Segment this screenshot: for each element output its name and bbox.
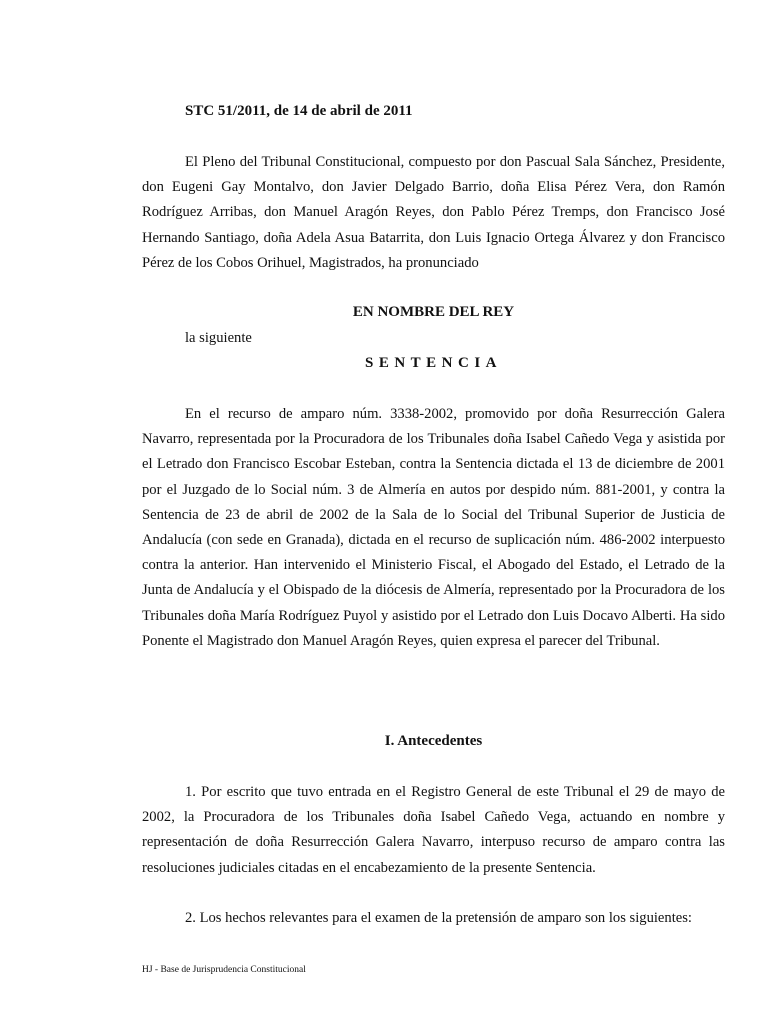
paragraph-1: 1. Por escrito que tuvo entrada en el Registro General de este Tribunal el 29 de mayo de 2002, la Procuradora de los Tribunales doña Isabel Cañedo Vega, actuando en nombre y representación de doña Resurrección Galera Navarro, interpuso recurso de amparo contra las resoluciones judiciales citadas en el encabezamiento de la presente Sentencia. bbox=[142, 784, 725, 876]
following-label: la siguiente bbox=[185, 330, 252, 346]
king-heading: EN NOMBRE DEL REY bbox=[352, 304, 515, 320]
footer-text: HJ - Base de Jurisprudencia Constitucional bbox=[142, 965, 306, 975]
main-paragraph: En el recurso de amparo núm. 3338-2002, promovido por doña Resurrección Galera Navarro, representada por la Procuradora de los Tribunales doña Isabel Cañedo Vega y asistida por el Letrado don Francisco Escobar Esteban, contra la Sentencia dictada el 13 de diciembre de 2001 por el Juzgado de lo Social núm. 3 de Almería en autos por despido núm. 881-2001, y contra la Sentencia de 23 de abril de 2002 de la Sala de lo Social del Tribunal Superior de Justicia de Andalucía (con sede en Granada), dictada en el recurso de suplicación núm. 486-2002 interpuesto contra la anterior. Han intervenido el Ministerio Fiscal, el Abogado del Estado, el Letrado de la Junta de Andalucía y el Obispado de la diócesis de Almería, representado por la Procuradora de los Tribunales doña María Rodríguez Puyol y asistido por el Letrado don Luis Docavo Alberti. Ha sido Ponente el Magistrado don Manuel Aragón Reyes, quien expresa el parecer del Tribunal. bbox=[142, 406, 725, 649]
document-heading: STC 51/2011, de 14 de abril de 2011 bbox=[185, 103, 413, 119]
section-heading: I. Antecedentes bbox=[384, 733, 483, 749]
sentence-heading: SENTENCIA bbox=[364, 355, 503, 371]
paragraph-2: 2. Los hechos relevantes para el examen de la pretensión de amparo son los siguientes: bbox=[185, 910, 692, 926]
intro-paragraph: El Pleno del Tribunal Constitucional, compuesto por don Pascual Sala Sánchez, Presidente, don Eugeni Gay Montalvo, don Javier Delgado Barrio, doña Elisa Pérez Vera, don Ramón Rodríguez Arribas, don Manuel Aragón Reyes, don Pablo Pérez Tremps, don Francisco José Hernando Santiago, doña Adela Asua Batarrita, don Luis Ignacio Ortega Álvarez y don Francisco Pérez de los Cobos Orihuel, Magistrados, ha pronunciado bbox=[142, 154, 725, 271]
